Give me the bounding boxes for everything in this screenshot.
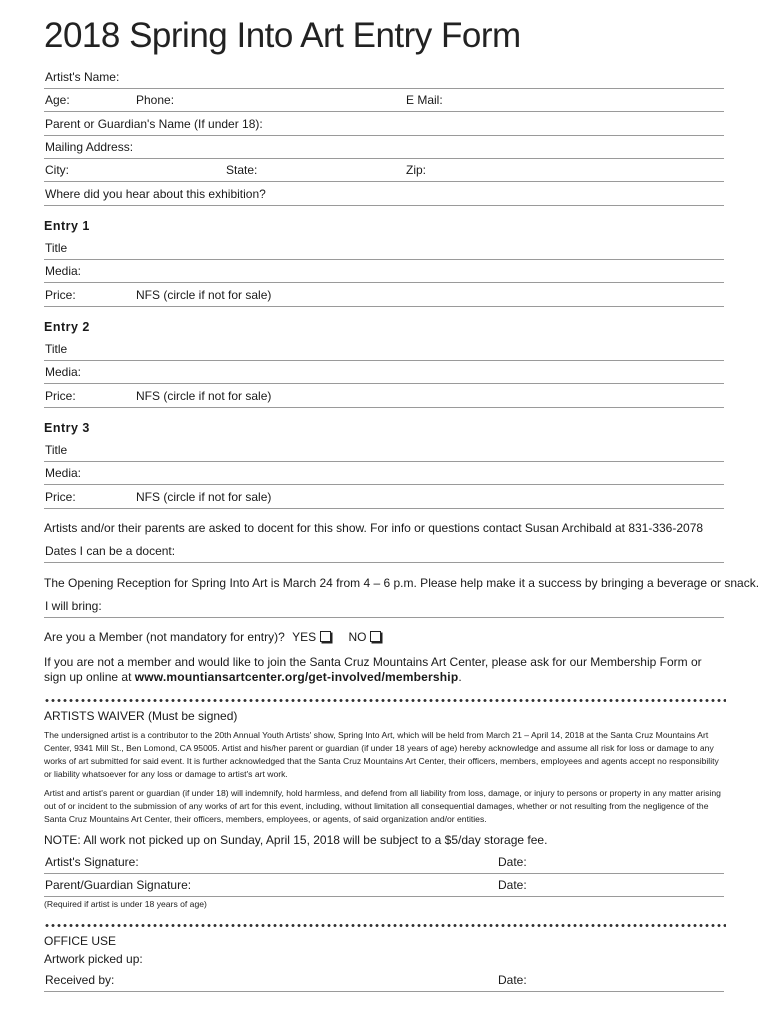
docent-info: Artists and/or their parents are asked to docent for this show. For info or questions contact Susan Archibald at 831-336-2078 [44, 521, 704, 535]
member-question: Are you a Member (not mandatory for entry)? [44, 630, 285, 644]
heard-about-label: Where did you hear about this exhibition? [45, 187, 266, 201]
entry-2-title-field[interactable] [44, 339, 724, 361]
member-yes-checkbox[interactable] [320, 631, 331, 642]
docent-dates-label: Dates I can be a docent: [45, 544, 176, 558]
entry-2-media-label: Media: [45, 365, 82, 379]
entry-3-title-label: Title [45, 443, 68, 457]
entry-2-media-field[interactable] [44, 362, 724, 384]
member-yes-label: YES [292, 630, 317, 644]
city-label: City: [45, 163, 69, 177]
artist-signature-field[interactable] [44, 852, 724, 874]
form-title: 2018 Spring Into Art Entry Form [44, 16, 521, 55]
entry-3-media-label: Media: [45, 466, 82, 480]
entry-1-title-field[interactable] [44, 238, 724, 260]
entry-1-media-field[interactable] [44, 261, 724, 283]
email-label: E Mail: [406, 93, 443, 107]
waiver-heading: ARTISTS WAIVER (Must be signed) [44, 709, 238, 723]
member-no-label: NO [348, 630, 367, 644]
entry-3-media-field[interactable] [44, 463, 724, 485]
mailing-address-field[interactable] [44, 137, 724, 159]
artist-name-label: Artist's Name: [45, 70, 120, 84]
parent-signature-date-label: Date: [498, 878, 527, 892]
entry-3-price-field[interactable] [44, 487, 724, 509]
artist-signature-label: Artist's Signature: [45, 855, 139, 869]
entry-2-price-label: Price: [45, 389, 76, 403]
mailing-address-label: Mailing Address: [45, 140, 134, 154]
entry-3-price-label: Price: [45, 490, 76, 504]
entry-1-price-field[interactable] [44, 285, 724, 307]
guardian-name-field[interactable] [44, 114, 724, 136]
guardian-name-label: Parent or Guardian's Name (If under 18): [45, 117, 263, 131]
membership-join-text: If you are not a member and would like to join the Santa Cruz Mountains Art Center, please ask for our Membership Form or sign up online at [44, 655, 702, 684]
office-use-heading: OFFICE USE [44, 934, 117, 948]
state-label: State: [226, 163, 258, 177]
zip-label: Zip: [406, 163, 427, 177]
entry-1-nfs-option[interactable]: NFS (circle if not for sale) [136, 288, 272, 302]
age-phone-email-row[interactable] [44, 90, 724, 112]
entry-1-heading: Entry 1 [44, 219, 90, 233]
entry-3-nfs-option[interactable]: NFS (circle if not for sale) [136, 490, 272, 504]
received-date-label: Date: [498, 973, 527, 987]
entry-2-price-field[interactable] [44, 386, 724, 408]
entry-2-nfs-option[interactable]: NFS (circle if not for sale) [136, 389, 272, 403]
artist-name-field[interactable] [44, 67, 724, 89]
entry-2-title-label: Title [45, 342, 68, 356]
office-divider-dotted [44, 923, 726, 928]
waiver-paragraph-2: Artist and artist's parent or guardian (if under 18) will indemnify, hold harmless, and defend from all liability from loss, damage, or injury to persons or property in any matter arising out of or incident to the submission of any works of art for this event, including, without limitation all consequential damages, whether or not resulting from the negligence of the Santa Cruz Mountains Art Center, their officers, members, employees, or agents, of said organization and/or entities. [44, 788, 721, 824]
membership-url-suffix: . [458, 670, 462, 684]
waiver-paragraph-1: The undersigned artist is a contributor to the 20th Annual Youth Artists' show, Spring Into Art, which will be held from March 21 – April 14, 2018 at the Santa Cruz Mountains Art Center, 9341 Mill St., Ben Lomond, CA 95005. Artist and his/her parent or guardian (if under 18 years of age) hereby acknowledge and assume all risk for loss or damage to any works of art submitted for said event. It is further acknowledged that the Santa Cruz Mountains Art Center, their officers, members, employees and agents accept no responsibility or liability whatsoever for any loss or damage to artist's art work. [44, 730, 719, 779]
entry-1-media-label: Media: [45, 264, 82, 278]
bring-item-field[interactable] [44, 596, 724, 618]
parent-signature-field[interactable] [44, 875, 724, 897]
heard-about-field[interactable] [44, 184, 724, 206]
membership-info [44, 655, 726, 685]
entry-1-title-label: Title [45, 241, 68, 255]
member-no-checkbox[interactable] [370, 631, 381, 642]
artwork-picked-up-label: Artwork picked up: [44, 952, 143, 966]
reception-info: The Opening Reception for Spring Into Art is March 24 from 4 – 6 p.m. Please help make it a success by bringing a beverage or snack. [44, 576, 760, 590]
bring-item-label: I will bring: [45, 599, 102, 613]
received-by-field[interactable] [44, 970, 724, 992]
docent-dates-field[interactable] [44, 541, 724, 563]
entry-3-title-field[interactable] [44, 440, 724, 462]
member-question-row [44, 630, 726, 645]
city-state-zip-row[interactable] [44, 160, 724, 182]
membership-url-link[interactable]: www.mountiansartcenter.org/get-involved/membership [134, 670, 459, 684]
received-by-label: Received by: [45, 973, 115, 987]
entry-3-heading: Entry 3 [44, 421, 90, 435]
entry-1-price-label: Price: [45, 288, 76, 302]
artist-signature-date-label: Date: [498, 855, 527, 869]
age-label: Age: [45, 93, 70, 107]
phone-label: Phone: [136, 93, 175, 107]
parent-signature-label: Parent/Guardian Signature: [45, 878, 192, 892]
required-note: (Required if artist is under 18 years of age) [44, 899, 207, 909]
section-divider-dotted [44, 698, 726, 703]
storage-fee-note: NOTE: All work not picked up on Sunday, April 15, 2018 will be subject to a $5/day storage fee. [44, 833, 548, 847]
entry-2-heading: Entry 2 [44, 320, 90, 334]
